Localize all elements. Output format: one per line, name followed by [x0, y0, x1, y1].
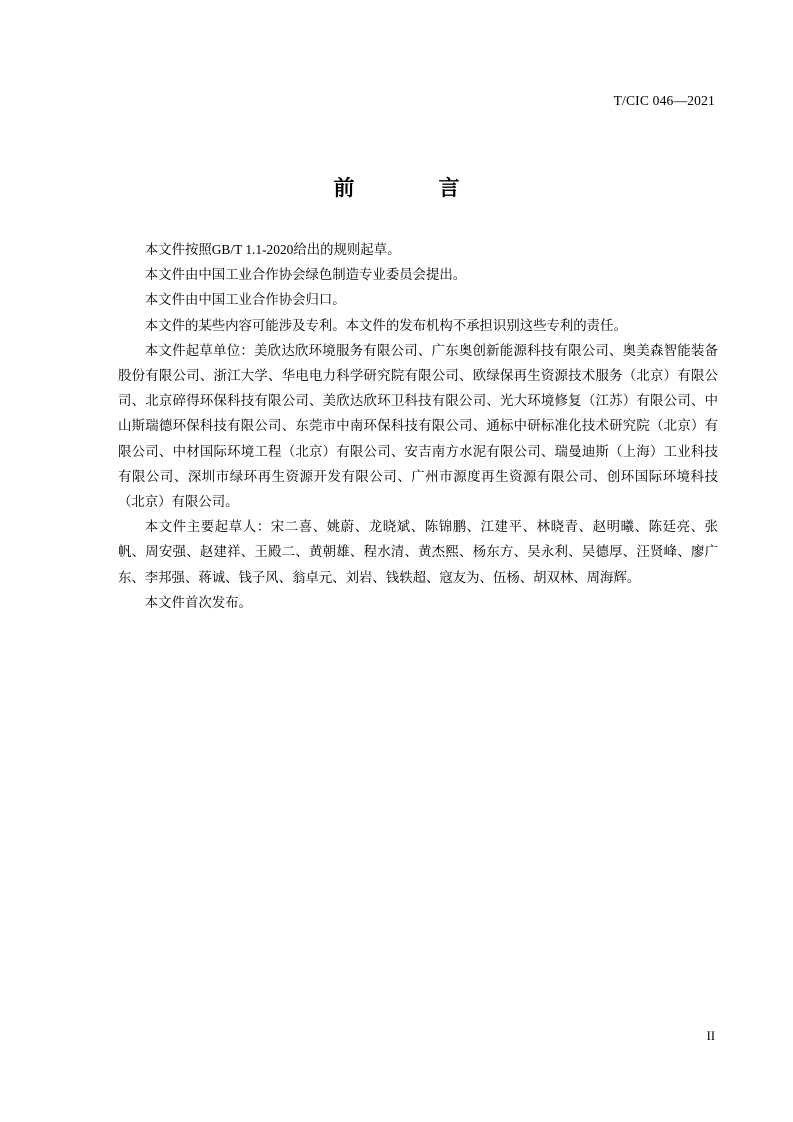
- header-standard-number: T/CIC 046—2021: [613, 93, 715, 108]
- page-title: 前 言: [333, 176, 474, 200]
- paragraph-drafting-organizations: 本文件起草单位：美欣达欣环境服务有限公司、广东奥创新能源科技有限公司、奥美森智能装备股份有限公司、浙江大学、华电电力科学研究院有限公司、欧绿保再生资源技术服务（北京）有限公司、北京碎得环保科技有限公司、美欣达欣环卫科技有限公司、光大环境修复（江苏）有限公司、中山斯瑞德环保科技有限公司、东莞市中南环保科技有限公司、通标中研标准化技术研究院（北京）有限公司、中材国际环境工程（北京）有限公司、安吉南方水泥有限公司、瑞曼迪斯（上海）工业科技有限公司、深圳市绿环再生资源开发有限公司、广州市源度再生资源有限公司、创环国际环境科技（北京）有限公司。: [118, 342, 718, 510]
- paragraph-first-publication: 本文件首次发布。: [144, 594, 252, 610]
- paragraph: 本文件按照GB/T 1.1-2020给出的规则起草。: [144, 242, 401, 257]
- paragraph: 本文件由中国工业合作协会归口。: [144, 292, 346, 308]
- paragraph-drafters: 本文件主要起草人：宋二喜、姚蔚、龙晓斌、陈锦鹏、江建平、林晓青、赵明曦、陈廷亮、张帆、周安强、赵建祥、王殿二、黄朝雄、程水清、黄杰熙、杨东方、吴永利、吴德厚、汪贤峰、廖广东、李邦强、蒋诚、钱子风、翁卓元、刘岩、钱轶超、寇友为、伍杨、胡双林、周海辉。: [118, 519, 718, 585]
- footer-page-number: II: [706, 1029, 715, 1043]
- paragraph: 本文件的某些内容可能涉及专利。本文件的发布机构不承担识别这些专利的责任。: [144, 317, 627, 333]
- paragraph: 本文件由中国工业合作协会绿色制造专业委员会提出。: [144, 267, 467, 283]
- foreword-body: [118, 237, 718, 615]
